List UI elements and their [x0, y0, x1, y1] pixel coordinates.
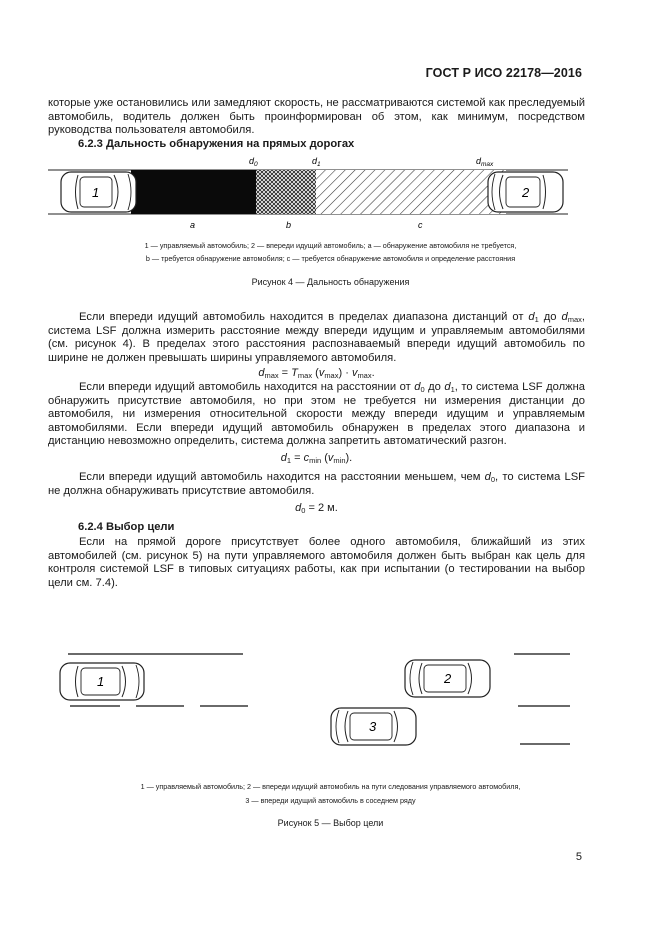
car-3-label: 3: [369, 719, 377, 734]
section-title: Выбор цели: [106, 521, 175, 533]
zone-c-fill: [316, 170, 506, 214]
figure-4-detection-range: [48, 150, 608, 245]
formula-d0: $d_0 = 2$ м.: [295, 502, 338, 515]
figure-4-caption: Рисунок 4 — Дальность обнаружения: [251, 277, 410, 287]
figure-5-legend-line-2: 3 — впереди идущий автомобиль в соседнем ряду: [245, 796, 416, 805]
zone-c-label: c: [418, 220, 423, 230]
zone-b-label: b: [286, 220, 292, 230]
zone-a-label: a: [190, 220, 196, 230]
paragraph-no-detection: Если впереди идущий автомобиль находится на расстоянии меньшем, чем $d_0$, то система LSF не должна обнаруживать присутствие автомобиля.: [48, 471, 585, 497]
zone-b-fill: [256, 170, 316, 214]
paragraph-target-selection: Если на прямой дороге присутствует более одного автомобиля, ближайший из этих автомобилей (см. рисунок 5) на пути управляемого автомобиля должен быть выбран как цель для контроля системой LSF в типовых ситуациях работы, как при испытании (о тестировании на выбор цели см. 7.4).: [48, 536, 585, 589]
formula-d1: $d_1 = c_{min}$ $(v_{min})$.: [280, 452, 353, 465]
figure-5-caption: Рисунок 5 — Выбор цели: [277, 818, 384, 828]
formula-dmax: $d_{max} = T_{max}$ $(v_{max}) \cdot v_{max}$.: [258, 367, 375, 380]
marker-dmax: $d_{max}$: [476, 156, 494, 168]
document-header: ГОСТ Р ИСО 22178—2016: [425, 66, 582, 80]
car-1-label: 1: [97, 674, 105, 689]
figure-4-legend-line-2: b — требуется обнаружение автомобиля; c — требуется обнаружение автомобиля и определение расстояния: [145, 254, 516, 263]
paragraph-range-measurement: Если впереди идущий автомобиль находится в пределах диапазона дистанций от $d_1$ до $d_{max}$, система LSF должна измерить расстояние между впереди идущим и управляемым автомобилями (см. рисунок 4). В пределах этого расстояния распознаваемый впереди идущий автомобиль по ширине не должен превышать ширины управляемого автомобиля.: [48, 311, 586, 364]
figure-4-legend: [0, 239, 661, 265]
section-number: 6.2.4: [78, 521, 103, 533]
section-6-2-3-heading: [78, 138, 354, 150]
figure-5-target-selection: [48, 640, 588, 755]
section-title: Дальность обнаружения на прямых дорогах: [106, 138, 355, 150]
marker-d0: $d_0$: [249, 156, 258, 168]
zone-a-fill: [131, 170, 256, 214]
figure-5-legend: [0, 780, 661, 808]
car-2-label: 2: [444, 671, 452, 686]
car-2-label: 2: [522, 185, 530, 200]
section-6-2-4-heading: [78, 521, 174, 533]
figure-5-legend-line-1: 1 — управляемый автомобиль; 2 — впереди идущий автомобиль на пути следования управляемого автомобиля,: [140, 782, 521, 791]
intro-paragraph: которые уже остановились или замедляют скорость, не рассматриваются системой как преследуемый автомобиль, водитель должен быть проинформирован об этом, как минимум, посредством руководства пользователя автомобиля.: [48, 97, 585, 137]
marker-d1: $d_1$: [312, 156, 321, 168]
paragraph-presence-detection: Если впереди идущий автомобиль находится на расстоянии от $d_0$ до $d_1$, то система LSF должна обнаружить присутствие автомобиля, но при этом не требуется ни измерения дистанции до автомобиля, ни измерения относительной скорости между впереди идущим и управляемым автомобилями. Если впереди идущий автомобиль обнаружен в пределах этого диапазона и дистанцию невозможно определить, система должна запретить автоматический разгон.: [48, 381, 586, 448]
section-number: 6.2.3: [78, 138, 103, 150]
figure-4-legend-line-1: 1 — управляемый автомобиль; 2 — впереди идущий автомобиль; a — обнаружение автомобиля не требуется,: [144, 241, 517, 250]
page-number: 5: [575, 851, 582, 863]
car-1-label: 1: [92, 185, 100, 200]
